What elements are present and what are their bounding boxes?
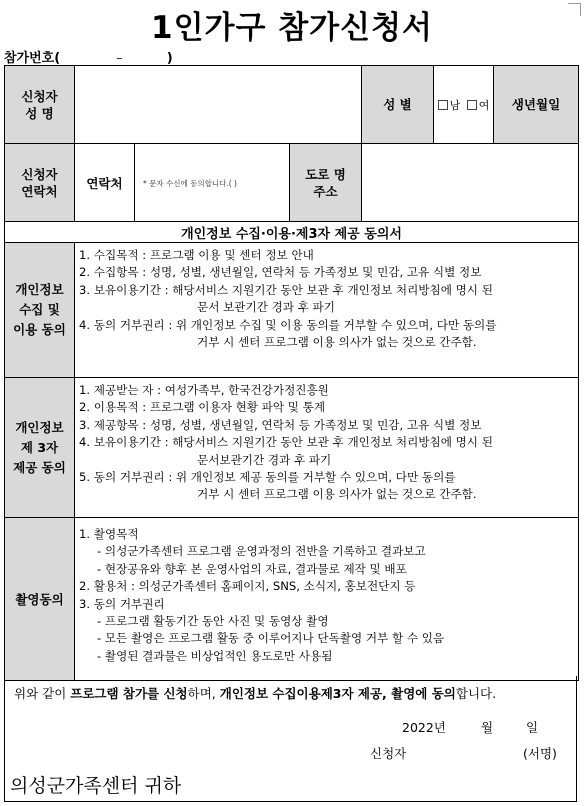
photo-line: - 현장공유와 향후 본 운영사업의 자료, 결과물로 제작 및 배포 <box>97 561 407 576</box>
photo-line: - 모든 촬영은 프로그램 활동 중 이루어지나 단독촬영 거부 할 수 있음 <box>97 631 445 646</box>
document-title: 1인가구 참가신청서 <box>151 10 433 46</box>
male-checkbox[interactable] <box>438 100 448 110</box>
birthdate-label: 생년월일 <box>494 66 579 144</box>
date-year: 2022년 <box>402 720 446 735</box>
gender-label: 성 별 <box>362 66 434 144</box>
female-label: 여 <box>478 98 490 112</box>
third-line: 1. 제공받는 자 : 여성가족부, 한국건강가정진흥원 <box>79 383 329 397</box>
third-line: 4. 보유이용기간 : 해당서비스 지원기간 동안 보관 후 개인정보 처리방침에 명시 된 <box>79 435 493 450</box>
photo-line: 3. 동의 거부권리 <box>79 596 165 611</box>
date-day: 일 <box>526 720 539 735</box>
address-field[interactable] <box>362 144 579 222</box>
collect-consent-label: 개인정보 수집 및 이용 동의 <box>5 243 75 378</box>
collect-line: 4. 동의 거부권리 : 위 개인정보 수집 및 이용 동의를 거부할 수 있으며, 다만 동의를 <box>79 317 497 332</box>
photo-consent-content <box>75 518 579 681</box>
photo-consent-label: 촬영동의 <box>5 518 75 681</box>
registration-number <box>4 47 173 66</box>
third-line: 거부 시 센터 프로그램 이용 의사가 없는 것으로 간주함. <box>197 487 477 502</box>
collect-line: 3. 보유이용기간 : 해당서비스 지원기간 동안 보관 후 개인정보 처리방침에 명시 된 <box>79 282 493 297</box>
registration-separator: – <box>116 51 123 66</box>
applicant-contact-label: 신청자 연락처 <box>5 144 75 222</box>
applicant-name-field[interactable] <box>75 66 362 144</box>
photo-line: - 의성군가족센터 프로그램 운영과정의 전반을 기록하고 결과보고 <box>97 544 426 559</box>
male-label: 남 <box>449 98 461 112</box>
address-label: 도로 명 주소 <box>290 144 362 222</box>
registration-label: 참가번호( <box>4 51 61 66</box>
third-party-consent-label: 개인정보 제 3자 제공 동의 <box>5 378 75 518</box>
date-month: 월 <box>481 720 494 735</box>
phone-label: 연락처 <box>75 144 135 222</box>
collect-line: 2. 수집항목 : 성명, 성별, 생년월일, 연락처 등 가족정보 및 민감, 고유 식별 정보 <box>79 265 482 280</box>
third-line: 3. 제공항목 : 성명, 성별, 생년월일, 연락처 등 가족정보 및 민감, 고유 식별 정보 <box>79 417 482 432</box>
female-checkbox[interactable] <box>467 100 477 110</box>
collect-line: 문서 보관기간 경과 후 파기 <box>197 300 335 315</box>
collect-line: 1. 수집목적 : 프로그램 이용 및 센터 정보 안내 <box>79 248 314 262</box>
gender-options <box>434 66 494 144</box>
third-line: 문서보관기간 경과 후 파기 <box>197 452 332 467</box>
consent-heading: 개인정보 수집·이용·제3자 제공 동의서 <box>5 222 579 243</box>
third-line: 5. 동의 거부권리 : 위 개인정보 제공 동의를 거부할 수 있으며, 다만 동의를 <box>79 470 456 485</box>
recipient-footer: 의성군가족센터 귀하 <box>10 775 182 797</box>
signature-label: 신청자 <box>370 746 407 761</box>
photo-line: - 촬영된 결과물은 비상업적인 용도로만 사용됨 <box>97 648 333 663</box>
photo-line: 2. 활용처 : 의성군가족센터 홈페이지, SNS, 소식지, 홍보전단지 등 <box>79 579 416 594</box>
signature-field[interactable]: (서명) <box>523 746 557 761</box>
third-party-consent-content <box>75 378 579 518</box>
photo-line: - 프로그램 활동기간 동안 사진 및 동영상 촬영 <box>97 614 329 629</box>
collect-consent-content <box>75 243 579 378</box>
application-form-table <box>4 65 579 681</box>
sms-consent-note[interactable]: * 문자 수신에 동의합니다.( ) <box>135 144 290 222</box>
registration-close: ) <box>166 51 173 66</box>
applicant-name-label: 신청자 성 명 <box>5 66 75 144</box>
photo-line: 1. 촬영목적 <box>79 527 139 541</box>
collect-line: 거부 시 센터 프로그램 이용 의사가 없는 것으로 간주함. <box>197 335 477 350</box>
agreement-statement: 위와 같이 프로그램 참가를 신청하며, 개인정보 수집이용제3자 제공, 촬영에 동의합니다. <box>14 686 497 701</box>
third-line: 2. 이용목적 : 프로그램 이용자 현황 파악 및 통계 <box>79 400 326 415</box>
